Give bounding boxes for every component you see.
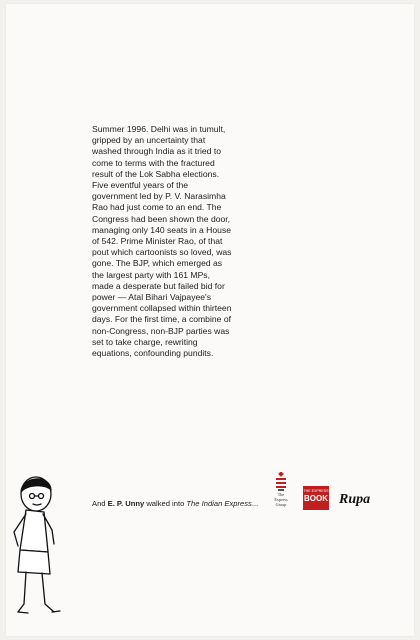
blurb-paragraph-1: Summer 1996. Delhi was in tumult, gripped by an uncertainty that washed through India as it tried to come to terms with the fractured result of the Lok Sabha elections.: [92, 124, 226, 179]
express-book-logo: [303, 486, 329, 510]
tagline-prefix: And: [92, 499, 108, 508]
publication-name: The Indian Express: [186, 499, 252, 508]
publisher-logos: [264, 472, 414, 522]
tagline-suffix: ...: [251, 499, 259, 508]
blurb-text: [92, 124, 232, 359]
book-logo-small: THE EXPRESS: [303, 489, 329, 493]
express-group-logo: [264, 472, 298, 520]
blurb-paragraph-2: Five eventful years of the government led by P. V. Narasimha Rao had just come to an end. The Congress had been shown the door, managing only 140 seats in a House of 542. Prime Minister Rao, of that pout which cartoonists so loved, was gone. The BJP, which emerged as the largest party with 161 MPs, made a desperate but failed bid for power — Atal Bihari Vajpayee's government collapsed within thirteen days. For the first time, a combine of non-Congress, non-BJP parties was set to take charge, rewriting equations, confounding pundits.: [92, 180, 232, 359]
book-back-cover: [6, 4, 414, 636]
cartoon-figure-illustration: [8, 472, 78, 632]
tagline-middle: walked into: [144, 499, 187, 508]
express-emblem-icon: [274, 472, 288, 492]
author-name: E. P. Unny: [107, 499, 145, 508]
express-line-1: The: [277, 492, 285, 497]
express-line-3: Group: [275, 502, 287, 507]
book-logo-big: BOOK: [304, 494, 328, 503]
rupa-logo: Rupa: [339, 492, 371, 507]
express-line-2: Express: [274, 497, 288, 502]
